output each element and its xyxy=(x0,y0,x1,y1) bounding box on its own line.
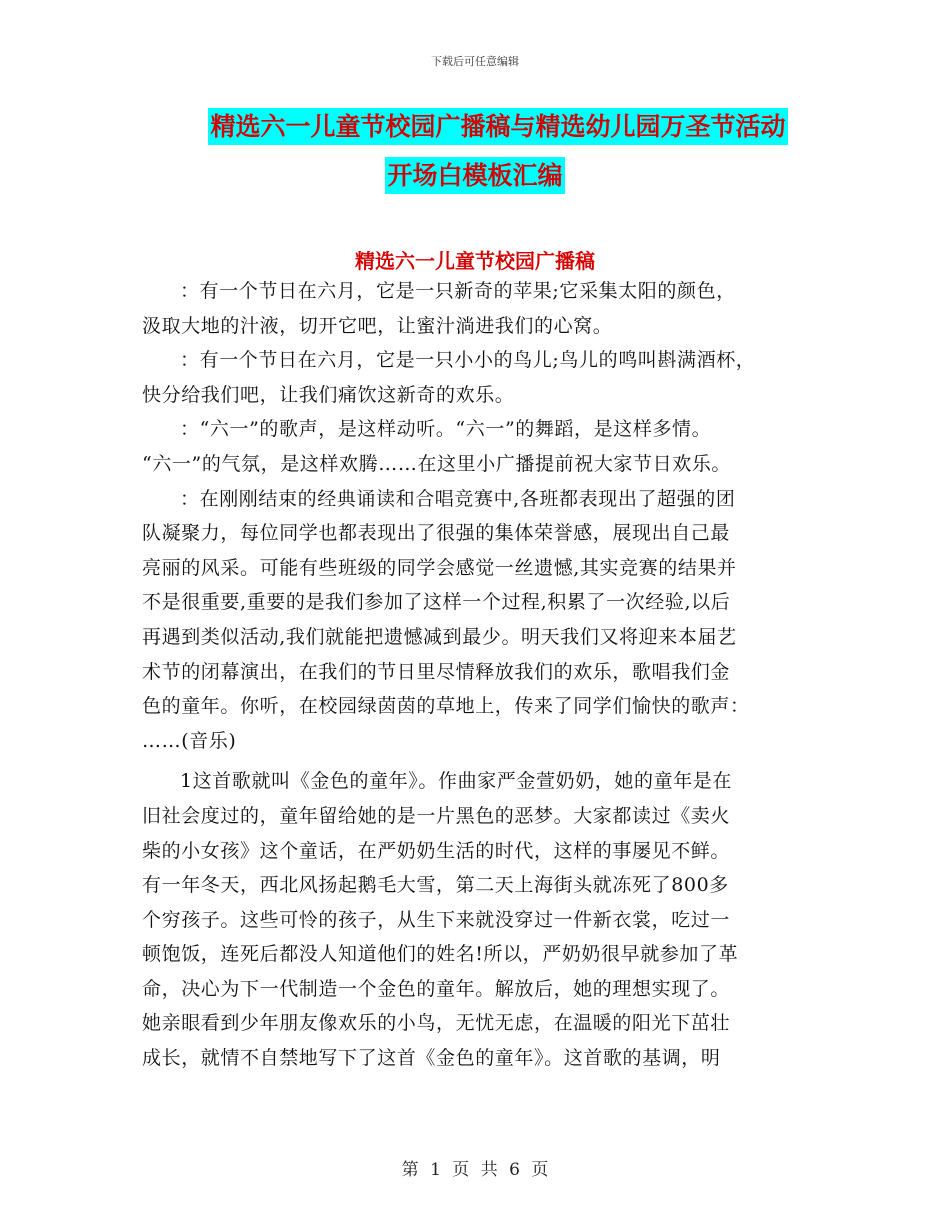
paragraph-line: 汲取大地的汁液，切开它吧，让蜜汁淌进我们的心窝。 xyxy=(142,314,613,337)
body-text xyxy=(142,274,822,1076)
paragraph-line: 命，决心为下一代制造一个金色的童年。解放后，她的理想实现了。 xyxy=(142,977,731,1000)
paragraph-line: 再遇到类似活动,我们就能把遗憾减到最少。明天我们又将迎来本届艺 xyxy=(142,625,737,648)
paragraph-line: 顿饱饭，连死后都没人知道他们的姓名!所以，严奶奶很早就参加了革 xyxy=(142,943,739,966)
paragraph-line: 成长，就情不自禁地写下了这首《金色的童年》。这首歌的基调，明 xyxy=(142,1047,721,1070)
paragraph-line: 个穷孩子。这些可怜的孩子，从生下来就没穿过一件新衣裳，吃过一 xyxy=(142,908,731,931)
paragraph-line: 有一年冬天，西北风扬起鹅毛大雪，第二天上海街头就冻死了800多 xyxy=(142,874,729,897)
title-line-1: 精选六一儿童节校园广播稿与精选幼儿园万圣节活动 xyxy=(208,108,787,145)
paragraph-line: ：“六一”的歌声，是这样动听。“六一”的舞蹈，是这样多情。 xyxy=(180,418,712,441)
paragraph-line: 旧社会度过的，童年留给她的是一片黑色的恶梦。大家都读过《卖火 xyxy=(142,804,731,827)
paragraph-line: 术节的闭幕演出，在我们的节日里尽情释放我们的欢乐，歌唱我们金 xyxy=(142,660,731,683)
paragraph-line: 她亲眼看到少年朋友像欢乐的小鸟，无忧无虑，在温暖的阳光下茁壮 xyxy=(142,1012,731,1035)
document-title xyxy=(0,108,950,194)
section-title: 精选六一儿童节校园广播稿 xyxy=(355,249,595,273)
paragraph-line: 快分给我们吧，让我们痛饮这新奇的欢乐。 xyxy=(142,383,515,406)
paragraph-line: ：有一个节日在六月，它是一只新奇的苹果;它采集太阳的颜色， xyxy=(180,280,736,302)
page-footer: 第 1 页 共 6 页 xyxy=(401,1160,549,1180)
paragraph-line: 1这首歌就叫《金色的童年》。作曲家严金萱奶奶，她的童年是在 xyxy=(180,770,732,793)
paragraph-line: ：有一个节日在六月，它是一只小小的鸟儿;鸟儿的鸣叫斟满酒杯， xyxy=(180,349,756,372)
title-line-2: 开场白模板汇编 xyxy=(385,157,564,194)
paragraph-line: ：在刚刚结束的经典诵读和合唱竞赛中,各班都表现出了超强的团 xyxy=(180,487,736,510)
paragraph-line: ……(音乐) xyxy=(142,729,237,752)
header-note: 下载后可任意编辑 xyxy=(431,55,519,68)
paragraph-line: 不是很重要,重要的是我们参加了这样一个过程,积累了一次经验,以后 xyxy=(142,591,731,614)
paragraph-line: 队凝聚力，每位同学也都表现出了很强的集体荣誉感，展现出自己最 xyxy=(142,522,731,545)
paragraph-line: “六一”的气氛，是这样欢腾……在这里小广播提前祝大家节日欢乐。 xyxy=(142,452,732,475)
paragraph-line: 亮丽的风采。可能有些班级的同学会感觉一丝遗憾,其实竞赛的结果并 xyxy=(142,556,737,579)
paragraph-line: 色的童年。你听，在校园绿茵茵的草地上，传来了同学们愉快的歌声： xyxy=(142,695,750,718)
paragraph-line: 柴的小女孩》这个童话，在严奶奶生活的时代，这样的事屡见不鲜。 xyxy=(142,839,731,862)
